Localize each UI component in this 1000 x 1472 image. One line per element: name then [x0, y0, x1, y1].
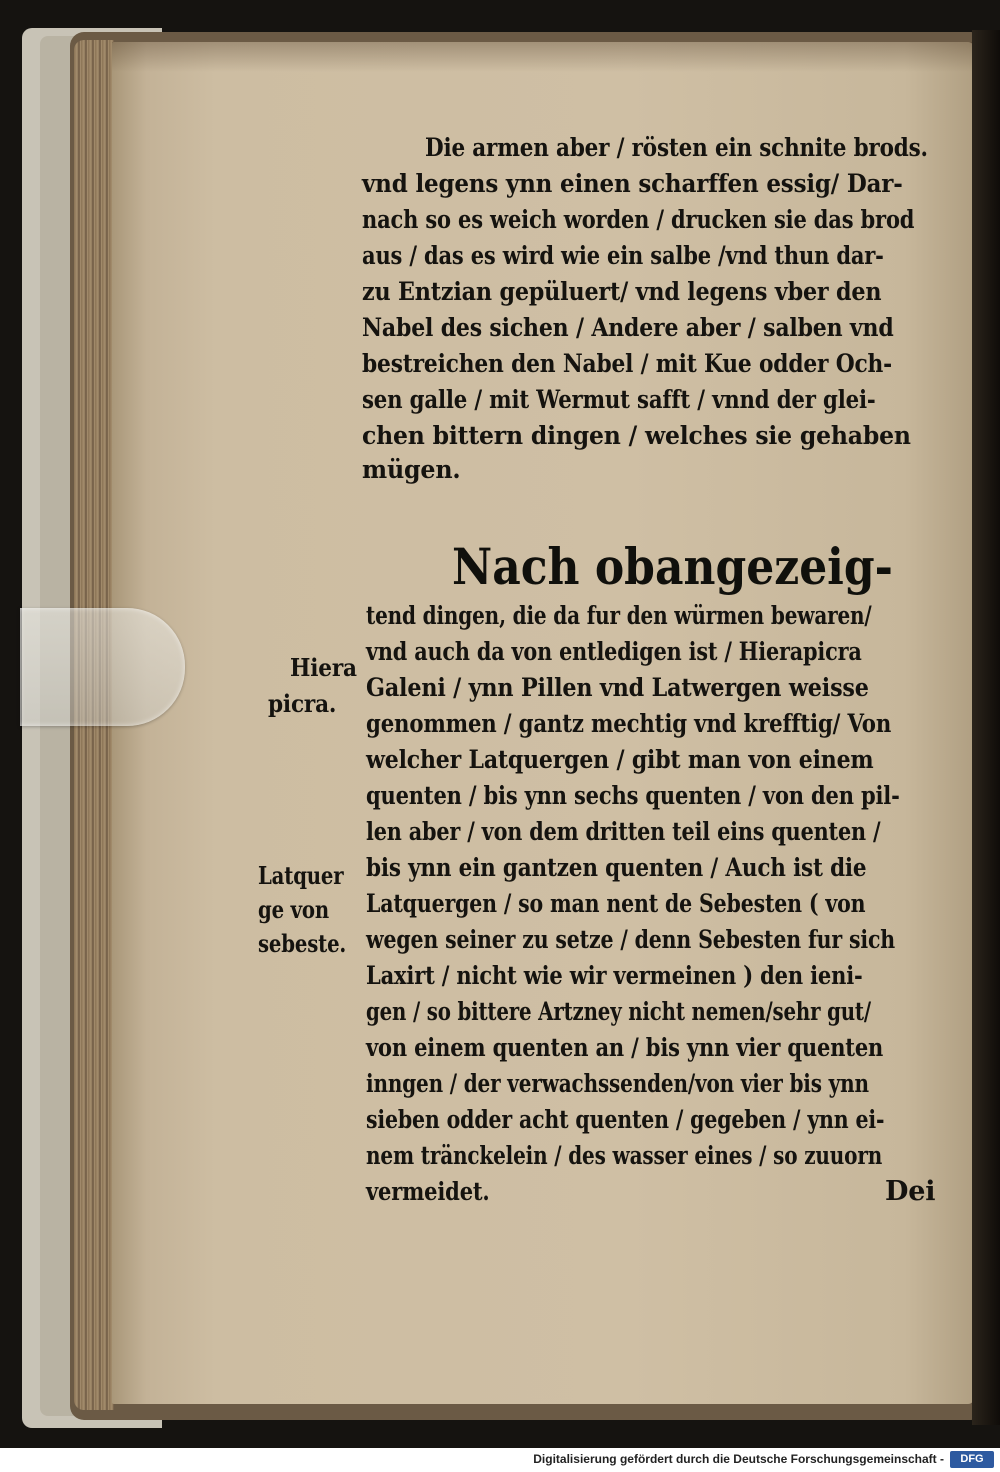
text-line: nach so es weich worden / drucken sie das brod	[362, 205, 915, 234]
text-line: bis ynn ein gantzen quenten / Auch ist die	[366, 853, 867, 882]
text-line: bestreichen den Nabel / mit Kue odder Och-	[362, 349, 893, 378]
text-line: mügen.	[362, 455, 461, 484]
text-line: len aber / von dem dritten teil eins quenten /	[366, 817, 881, 846]
text-line: von einem quenten an / bis ynn vier quenten	[366, 1033, 884, 1062]
catchword: Dei	[885, 1176, 936, 1207]
text-line: chen bittern dingen / welches sie gehaben	[362, 421, 911, 450]
text-line: vermeidet.	[366, 1177, 490, 1206]
text-line: Galeni / ynn Pillen vnd Latwergen weisse	[366, 673, 869, 702]
text-line: vnd legens ynn einen scharffen essig/ Dar-	[362, 169, 903, 198]
text-line: gen / so bittere Artzney nicht nemen/sehr gut/	[366, 997, 871, 1026]
margin-note-line: sebeste.	[258, 929, 347, 958]
text-line: quenten / bis ynn sechs quenten / von den pil-	[366, 781, 900, 810]
text-line: wegen seiner zu setze / denn Sebesten fur sich	[366, 925, 896, 954]
page-top-shadow	[112, 42, 974, 72]
text-line: nem tränckelein / des wasser eines / so zuuorn	[366, 1141, 883, 1170]
text-line: Nabel des sichen / Andere aber / salben vnd	[362, 313, 894, 342]
margin-note-line: picra.	[268, 689, 337, 718]
text-line: genommen / gantz mechtig vnd krefftig/ Von	[366, 709, 892, 738]
text-line: sen galle / mit Wermut safft / vnnd der glei-	[362, 385, 876, 414]
margin-note-line: Hiera	[290, 653, 357, 682]
text-line: zu Entzian gepüluert/ vnd legens vber den	[362, 277, 882, 306]
text-line: welcher Latquergen / gibt man von einem	[366, 745, 874, 774]
text-line: Latquergen / so man nent de Sebesten ( von	[366, 889, 866, 918]
footer-bar	[0, 1448, 1000, 1472]
section-heading: Nach obangezeig-	[452, 537, 893, 596]
book-spine	[972, 30, 1000, 1425]
text-line: Die armen aber / rösten ein schnite brods.	[425, 133, 928, 162]
page-clip	[20, 608, 185, 726]
text-line: inngen / der verwachssenden/von vier bis ynn	[366, 1069, 869, 1098]
text-line: Laxirt / nicht wie wir vermeinen ) den ieni-	[366, 961, 863, 990]
text-line: aus / das es wird wie ein salbe /vnd thun dar-	[362, 241, 884, 270]
funding-credit: Digitalisierung gefördert durch die Deutsche Forschungsgemeinschaft -	[533, 1452, 944, 1466]
margin-note-line: ge von	[258, 895, 330, 924]
margin-note-line: Latquer	[258, 861, 344, 890]
text-line: vnd auch da von entledigen ist / Hierapicra	[366, 637, 862, 666]
dfg-logo: DFG	[950, 1451, 994, 1468]
text-line: tend dingen, die da fur den würmen bewaren/	[366, 601, 872, 630]
text-line: sieben odder acht quenten / gegeben / ynn ei-	[366, 1105, 885, 1134]
